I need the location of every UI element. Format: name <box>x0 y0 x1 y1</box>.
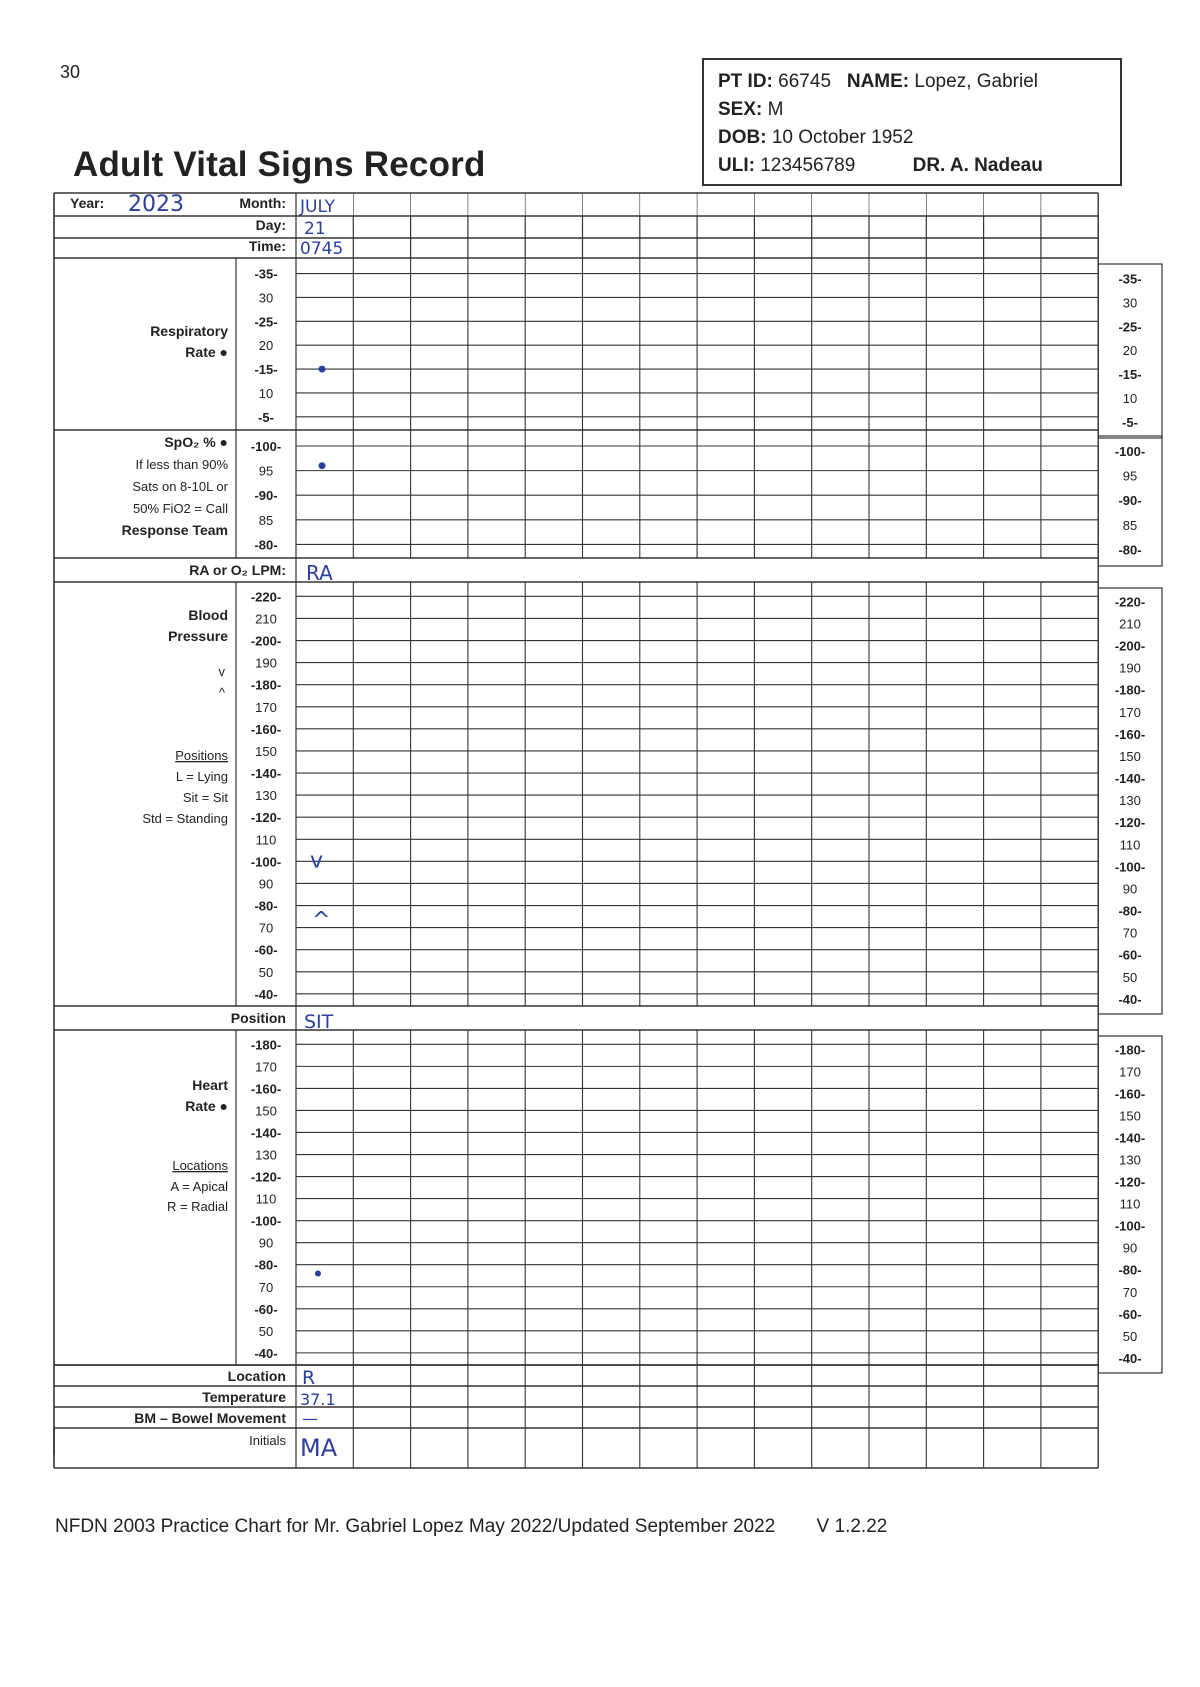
resp-scale-tick: 30 <box>258 290 274 306</box>
hr-right-scale-tick: -40- <box>1118 1350 1142 1366</box>
hr-right-scale-tick: 150 <box>1119 1108 1141 1124</box>
name-label: NAME: <box>846 71 910 92</box>
spo2-value-dot <box>319 462 326 469</box>
resp-scale-tick: -35- <box>254 266 278 282</box>
hr-label-line2: Rate ● <box>185 1098 228 1114</box>
spo2-right-scale-tick: 95 <box>1122 468 1138 484</box>
bp-scale-tick: -220- <box>250 589 282 605</box>
hr-right-scale-tick: 90 <box>1122 1240 1138 1256</box>
bp-scale-tick: 190 <box>255 655 277 671</box>
bp-right-scale-tick: -140- <box>1114 771 1146 787</box>
footer <box>55 1516 887 1538</box>
hr-right-scale-tick: -180- <box>1114 1042 1146 1058</box>
hr-right-scale-tick: 50 <box>1122 1328 1138 1344</box>
hr-right-scale-tick: -140- <box>1114 1130 1146 1146</box>
sex-value: M <box>767 99 784 120</box>
initials-value: MA <box>300 1434 338 1462</box>
hr-right-scale-tick: 130 <box>1119 1152 1141 1168</box>
bp-scale-tick: 50 <box>258 964 274 980</box>
bp-right-scale-tick: -40- <box>1118 991 1142 1007</box>
bp-scale-tick: 170 <box>255 699 277 715</box>
bp-scale-tick: 110 <box>255 832 277 848</box>
position-legend-item: Std = Standing <box>142 811 228 826</box>
bp-scale-tick: 130 <box>255 788 277 804</box>
hr-right-scale-tick: -160- <box>1114 1086 1146 1102</box>
name-value: Lopez, Gabriel <box>914 71 1038 92</box>
location-label: Location <box>227 1368 286 1384</box>
hr-scale-tick: -140- <box>250 1125 282 1141</box>
footer-text: NFDN 2003 Practice Chart for Mr. Gabriel Lopez May 2022/Updated September 2022 <box>55 1516 776 1537</box>
year-value: 2023 <box>128 192 184 217</box>
resp-value-dot <box>319 366 326 373</box>
spo2-label-line: SpO₂ % ● <box>164 434 228 450</box>
spo2-right-scale-tick: -80- <box>1118 542 1142 558</box>
hr-scale-tick: 90 <box>258 1235 274 1251</box>
resp-right-scale-tick: -15- <box>1118 367 1142 383</box>
spo2-scale-tick: 85 <box>258 512 274 528</box>
locations-heading: Locations <box>172 1158 228 1173</box>
resp-right-scale-tick: -5- <box>1122 414 1138 430</box>
hr-right-scale-tick: 170 <box>1119 1064 1141 1080</box>
o2-row-value: RA <box>306 561 333 585</box>
resp-scale-tick: -25- <box>254 314 278 330</box>
hr-right-scale-tick: -80- <box>1118 1262 1142 1278</box>
time-label: Time: <box>248 238 286 254</box>
hr-scale-tick: -160- <box>250 1081 282 1097</box>
spo2-label-line: 50% FiO2 = Call <box>132 501 228 516</box>
bp-right-scale-tick: -180- <box>1114 682 1146 698</box>
bp-scale-tick: -100- <box>250 854 282 870</box>
pt-id-value: 66745 <box>778 71 832 92</box>
position-legend-item: Sit = Sit <box>182 790 228 805</box>
bp-right-scale-tick: -220- <box>1114 594 1146 610</box>
uli-value: 123456789 <box>760 155 856 176</box>
resp-right-scale-tick: -25- <box>1118 319 1142 335</box>
bp-scale-tick: -140- <box>250 766 282 782</box>
location-legend-item: A = Apical <box>170 1179 228 1194</box>
bp-scale-tick: 90 <box>258 876 274 892</box>
dob-label: DOB: <box>718 127 767 148</box>
month-label: Month: <box>239 195 286 211</box>
position-row-label: Position <box>230 1010 286 1026</box>
resp-right-scale-tick: 20 <box>1122 343 1138 359</box>
resp-label-line2: Rate ● <box>185 344 228 360</box>
hr-right-scale-tick: 110 <box>1119 1196 1141 1212</box>
hr-label-line1: Heart <box>192 1077 228 1093</box>
spo2-scale-tick: -80- <box>254 537 278 553</box>
spo2-scale-tick: 95 <box>258 463 274 479</box>
hr-right-scale-tick: -120- <box>1114 1174 1146 1190</box>
time-value: 0745 <box>300 239 344 259</box>
resp-label-line1: Respiratory <box>150 323 228 339</box>
resp-scale-tick: 10 <box>258 385 274 401</box>
hr-right-scale-tick: -100- <box>1114 1218 1146 1234</box>
hr-scale-tick: -180- <box>250 1037 282 1053</box>
uli-label: ULI: <box>718 155 755 176</box>
bp-right-scale-tick: 210 <box>1119 616 1141 632</box>
bp-scale-tick: -120- <box>250 810 282 826</box>
bp-right-scale-tick: -160- <box>1114 726 1146 742</box>
hr-right-scale-tick: 70 <box>1122 1284 1138 1300</box>
position-row-value: SIT <box>304 1011 334 1033</box>
resp-right-scale-tick: 30 <box>1122 295 1138 311</box>
spo2-label-line: Sats on 8-10L or <box>132 479 228 494</box>
hr-value-dot <box>315 1271 321 1277</box>
initials-label: Initials <box>249 1433 286 1448</box>
resp-right-scale-tick: -35- <box>1118 271 1142 287</box>
day-label: Day: <box>255 217 286 233</box>
bp-systolic-symbol: v <box>218 664 225 679</box>
spo2-scale-tick: -100- <box>250 439 282 454</box>
bp-diastolic-mark: ^ <box>312 907 331 933</box>
hr-scale-tick: 130 <box>255 1147 277 1163</box>
resp-right-scale-tick: 10 <box>1122 390 1138 406</box>
pt-id-label: PT ID: <box>718 71 773 92</box>
bp-right-scale-tick: 50 <box>1122 969 1138 985</box>
bp-scale-tick: -40- <box>254 986 278 1002</box>
spo2-label-line: Response Team <box>121 522 228 538</box>
bp-right-scale-tick: -80- <box>1118 903 1142 919</box>
resp-scale-tick: 20 <box>258 338 274 354</box>
bp-scale-tick: -60- <box>254 942 278 958</box>
page-number: 30 <box>60 62 81 82</box>
hr-scale-tick: 70 <box>258 1279 274 1295</box>
bp-right-scale-tick: 90 <box>1122 881 1138 897</box>
day-value: 21 <box>304 219 326 239</box>
spo2-label-line: If less than 90% <box>135 457 228 472</box>
year-label: Year: <box>70 195 105 211</box>
spo2-right-scale-tick: -100- <box>1114 444 1146 459</box>
hr-scale-tick: 110 <box>255 1191 277 1207</box>
bp-right-scale-tick: 130 <box>1119 793 1141 809</box>
bp-right-scale-tick: -60- <box>1118 947 1142 963</box>
doctor-name: DR. A. Nadeau <box>912 155 1043 176</box>
bp-right-scale-tick: 110 <box>1119 837 1141 853</box>
positions-heading: Positions <box>175 748 228 763</box>
bp-scale-tick: -160- <box>250 721 282 737</box>
hr-scale-tick: -40- <box>254 1345 278 1361</box>
bp-right-scale-tick: -100- <box>1114 859 1146 875</box>
bp-label-line2: Pressure <box>168 628 228 644</box>
bp-systolic-mark: v <box>310 848 324 874</box>
resp-scale-tick: -15- <box>254 362 278 378</box>
hr-scale-tick: -60- <box>254 1301 278 1317</box>
hr-scale-tick: -100- <box>250 1213 282 1229</box>
bp-right-scale-tick: 170 <box>1119 704 1141 720</box>
hr-right-scale-tick: -60- <box>1118 1306 1142 1322</box>
sex-label: SEX: <box>718 99 763 120</box>
spo2-scale-tick: -90- <box>254 488 278 504</box>
bp-right-scale-tick: -120- <box>1114 815 1146 831</box>
bm-label: BM – Bowel Movement <box>134 1410 286 1426</box>
footer-version: V 1.2.22 <box>816 1516 888 1537</box>
bp-scale-tick: 150 <box>255 743 277 759</box>
bp-scale-tick: 210 <box>255 611 277 627</box>
bp-scale-tick: -200- <box>250 633 282 649</box>
temperature-value: 37.1 <box>300 1390 336 1409</box>
location-legend-item: R = Radial <box>166 1199 228 1214</box>
location-value: R <box>302 1367 316 1389</box>
position-legend-item: L = Lying <box>175 769 228 784</box>
month-value: JULY <box>300 197 336 217</box>
resp-scale-tick: -5- <box>258 409 274 425</box>
bp-scale-tick: -180- <box>250 677 282 693</box>
o2-row-label: RA or O₂ LPM: <box>189 562 286 578</box>
bp-scale-tick: 70 <box>258 920 274 936</box>
bp-right-scale-tick: 70 <box>1122 925 1138 941</box>
hr-scale-tick: -120- <box>250 1169 282 1185</box>
hr-scale-tick: 50 <box>258 1323 274 1339</box>
bp-scale-tick: -80- <box>254 898 278 914</box>
spo2-right-scale-tick: 85 <box>1122 517 1138 533</box>
bp-diastolic-symbol: ^ <box>218 685 225 700</box>
hr-scale-tick: 170 <box>255 1059 277 1075</box>
bp-right-scale-tick: 150 <box>1119 748 1141 764</box>
spo2-right-scale-tick: -90- <box>1118 493 1142 509</box>
bp-right-scale-tick: -200- <box>1114 638 1146 654</box>
temperature-label: Temperature <box>202 1389 286 1405</box>
bp-right-scale-tick: 190 <box>1119 660 1141 676</box>
bm-value: — <box>302 1409 318 1428</box>
page-title: Adult Vital Signs Record <box>73 145 486 184</box>
bp-label-line1: Blood <box>188 607 228 623</box>
hr-scale-tick: -80- <box>254 1257 278 1273</box>
hr-scale-tick: 150 <box>255 1103 277 1119</box>
dob-value: 10 October 1952 <box>771 127 914 148</box>
